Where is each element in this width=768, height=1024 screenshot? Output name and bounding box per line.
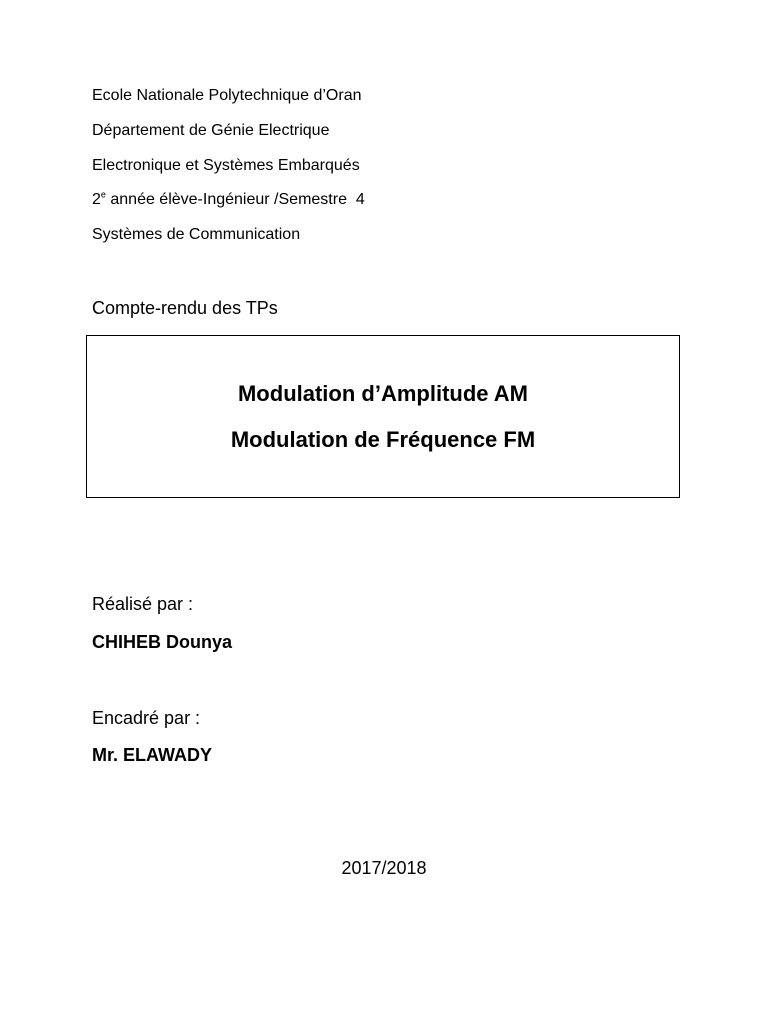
department-name: Département de Génie Electrique: [92, 122, 330, 139]
report-type: Compte-rendu des TPs: [92, 298, 278, 318]
course-name: Systèmes de Communication: [92, 226, 301, 243]
academic-year: 2017/2018: [341, 858, 427, 878]
school-name: Ecole Nationale Polytechnique d’Oran: [92, 87, 362, 104]
author-name: CHIHEB Dounya: [92, 632, 233, 652]
study-year-number: 2: [92, 191, 101, 208]
specialty-name: Electronique et Systèmes Embarqués: [92, 157, 360, 174]
author-label: Réalisé par :: [92, 594, 194, 614]
study-year-superscript: e: [100, 189, 106, 200]
title-line-1: Modulation d’Amplitude AM: [237, 381, 529, 406]
study-year-rest: année élève-Ingénieur /Semestre 4: [105, 191, 365, 208]
supervisor-name: Mr. ELAWADY: [92, 745, 213, 765]
supervisor-label: Encadré par :: [92, 708, 201, 728]
title-line-2: Modulation de Fréquence FM: [230, 427, 536, 452]
title-box: [86, 335, 680, 498]
study-year: [92, 190, 365, 210]
